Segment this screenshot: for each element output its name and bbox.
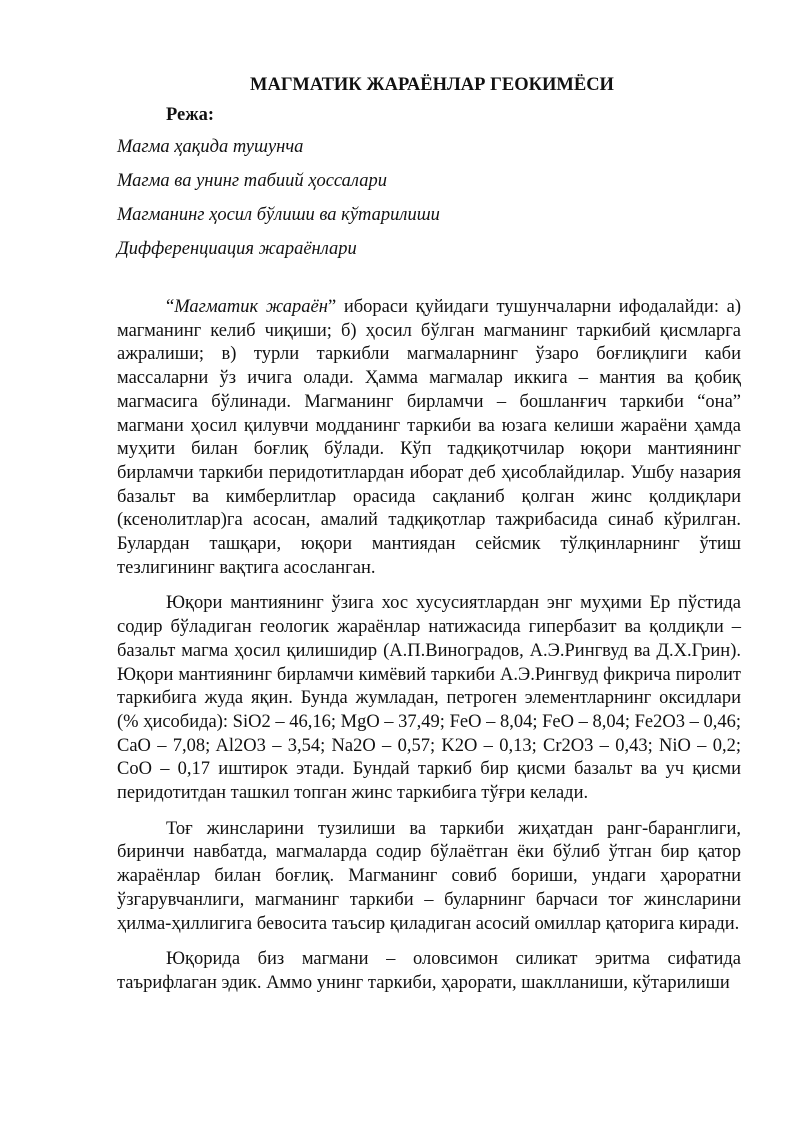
plan-item: Дифференциация жараёнлари <box>117 239 357 259</box>
plan-item: Магма ва унинг табиий ҳоссалари <box>117 171 387 191</box>
body-text <box>117 296 741 996</box>
plan-heading: Режа: <box>166 105 215 125</box>
italic-term: Магматик жараён <box>174 297 328 317</box>
paragraph-1-text: ” ибораси қуйидаги тушунчаларни ифодалайди: а) магманинг келиб чиқиши; б) ҳосил бўлган магманинг таркибий қисмларга ажралиши; в) турли таркибли магмаларнинг ўзаро боғлиқлиги каби массаларни ўз ичига олади. Ҳамма магмалар иккига – мантия ва қобиқ магмасига бўлинади. Магманинг бирламчи – бошланғич таркиби “она” магмани ҳосил қилувчи модданинг таркиби ва юзага келиши жараёни ҳамда муҳити билан боғлиқ бўлади. Кўп тадқиқотчилар юқори мантиянинг бирламчи таркиби перидотитлардан иборат деб ҳисоблайдилар. Ушбу назария базальт ва кимберлитлар орасида сақланиб қолган жинс қолдиқлари (ксенолитлар)га асосан, амалий тадқиқотлар тажрибасида синаб кўрилган. Булардан ташқари, юқори мантиядан сейсмик тўлқинларнинг ўтиш тезлигининг вақтига асосланган. <box>117 297 741 578</box>
document-title: МАГМАТИК ЖАРАЁНЛАР ГЕОКИМЁСИ <box>250 75 614 95</box>
plan-item: Магма ҳақида тушунча <box>117 137 304 157</box>
plan-list <box>117 134 741 270</box>
paragraph-4: Юқорида биз магмани – оловсимон силикат эритма сифатида таърифлаган эдик. Аммо унинг таркиби, ҳарорати, шаклланиши, кўтарилиши <box>117 949 741 993</box>
paragraph-3: Тоғ жинсларини тузилиши ва таркиби жиҳатдан ранг-баранглиги, биринчи навбатда, магмаларда содир бўлаётган ёки бўлиб ўтган бир қатор жараёнлар билан боғлиқ. Магманинг совиб бориши, ундаги ҳароратни ўзгарувчанлиги, магманинг таркиби – буларнинг барчаси тоғ жинсларини ҳилма-ҳиллигига бевосита таъсир қиладиган асосий омиллар қаторига киради. <box>117 818 741 934</box>
quote-open: “ <box>166 297 175 317</box>
paragraph-1 <box>117 296 741 580</box>
document-page <box>117 72 741 1008</box>
plan-item: Магманинг ҳосил бўлиши ва кўтарилиши <box>117 205 440 225</box>
paragraph-2: Юқори мантиянинг ўзига хос хусусиятлардан энг муҳими Ер пўстида содир бўладиган геологик жараёнлар натижасида гипербазит ва қолдиқли – базальт магма ҳосил қилишидир (А.П.Виноградов, А.Э.Рингвуд ва Д.Х.Грин). Юқори мантиянинг бирламчи кимёвий таркиби А.Э.Рингвуд фикрича пиролит таркибига жуда яқин. Бунда жумладан, петроген элементларнинг оксидлари (% ҳисобида): SiO2 – 46,16; MgO – 37,49; FeO – 8,04; FeO – 8,04; Fe2O3 – 0,46; CaO – 7,08; Al2O3 – 3,54; Na2O – 0,57; K2O – 0,13; Cr2O3 – 0,43; NiO – 0,2; CoO – 0,17 иштирок этади. Бундай таркиб бир қисми базальт ва уч қисми перидотитдан ташкил топган жинс таркибига тўғри келади. <box>117 593 741 804</box>
